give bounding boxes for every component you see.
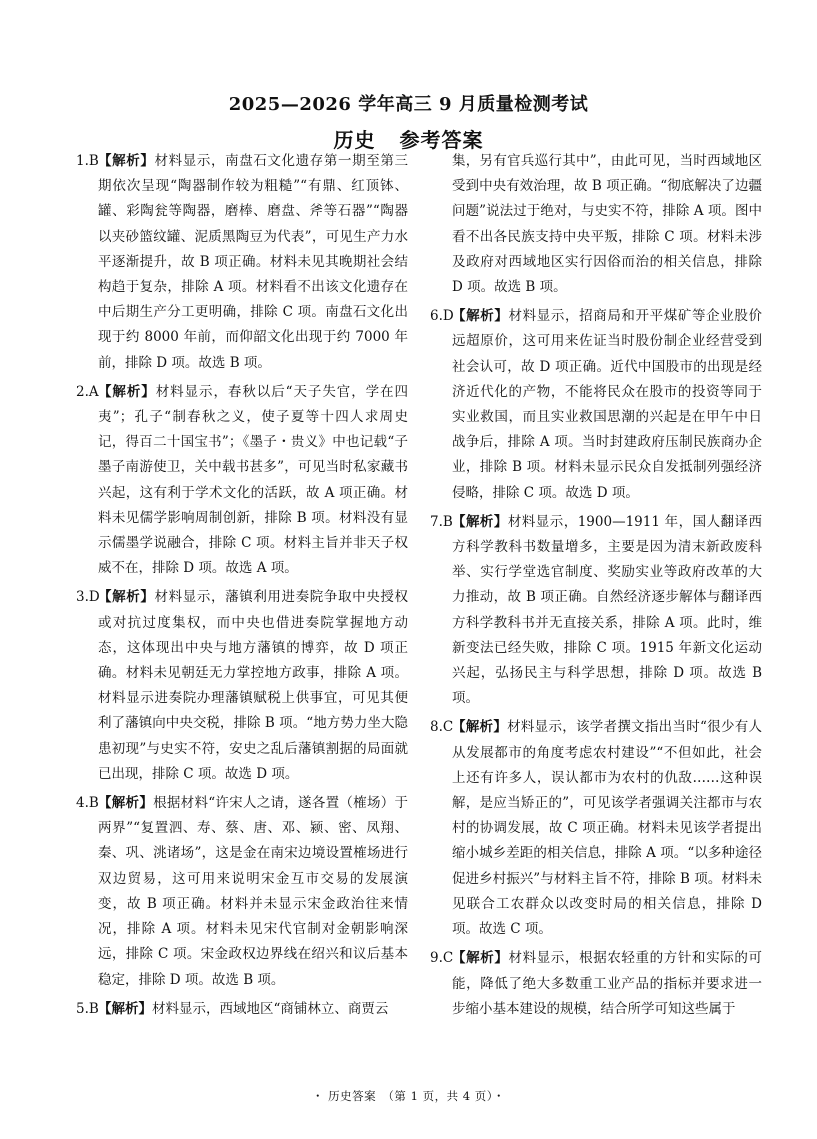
answer-text: 材料显示，1900—1911 年，国人翻译西方科学教科书数量增多，主要是因为清末新政废科举、实行学堂选官制度、奖励实业等政府改革的大力推动，故 B 项正确。自然经济逐步解体与翻译西方科学教科书并无直接关系，排除 A 项。此时，维新变法已经失败，排除 C 项。1915 年新文化运动兴起，弘扬民主与科学思想，排除 D 项。故选 B 项。: [452, 513, 762, 707]
answer-text: 材料显示，根据农轻重的方针和实际的可能，降低了绝大多数重工业产品的指标并要求进一步缩小基本建设的规模，结合所学可知这些属于: [452, 950, 763, 1017]
analysis-tag: 【解析】: [98, 383, 156, 400]
question-number: 7.B: [430, 513, 453, 530]
answer-item-continued: [430, 149, 762, 300]
analysis-tag: 【解析】: [452, 950, 509, 967]
answer-item: [430, 510, 762, 712]
analysis-tag: 【解析】: [98, 589, 155, 606]
analysis-tag: 【解析】: [98, 795, 154, 812]
answer-text: 材料显示，春秋以后“天子失官，学在四夷”；孔子“制春秋之义，使子夏等十四人求周史记，得百二十国宝书”；《墨子・贵义》中也记载“子墨子南游使卫，关中载书甚多”，可见当时私家藏书兴起，这有利于学术文化的活跃，故 A 项正确。材料未见儒学影响周制创新，排除 B 项。材料没有显示儒墨学说融合，排除 C 项。材料主旨并非天子权威不在，排除 D 项。故选 A 项。: [98, 383, 408, 577]
question-number: 4.B: [76, 795, 99, 812]
answer-text: 材料显示，南盘石文化遗存第一期至第三期依次呈现“陶器制作较为粗糙”“有鼎、红顶钵、罐、彩陶瓮等陶器，磨棒、磨盘、斧等石器”“陶器以夹砂篮纹罐、泥质黑陶豆为代表”，可见生产力水平逐渐提升，故 B 项正确。材料未见其晚期社会结构趋于复杂，排除 A 项。材料看不出该文化遗存在中后期生产分工更明确，排除 C 项。南盘石文化出现于约 8000 年前，而仰韶文化出现于约 7000 年前，排除 D 项。故选 B 项。: [98, 153, 409, 371]
answer-item: [76, 791, 408, 993]
doc-type-label: 参考答案: [399, 128, 484, 152]
question-number: 9.C: [430, 950, 454, 967]
analysis-tag: 【解析】: [452, 719, 508, 736]
answer-text: 材料显示，西域地区“商铺林立、商贾云: [152, 1000, 389, 1017]
question-number: 1.B: [76, 153, 99, 169]
analysis-tag: 【解析】: [452, 513, 508, 530]
answer-item: [76, 997, 408, 1022]
page-title: 2025—2026 学年高三 9 月质量检测考试: [228, 94, 589, 115]
question-number: 8.C: [430, 719, 454, 736]
answer-text: 材料显示，藩镇利用进奏院争取中央授权或对抗过度集权，而中央也借进奏院掌握地方动态，这体现出中央与地方藩镇的博弈，故 D 项正确。材料未见朝廷无力掌控地方政事，排除 A 项。材料显示进奏院办理藩镇赋税上供事宜，可见其便利了藩镇向中央交税，排除 B 项。“地方势力坐大隐患初现”与史实不符，安史之乱后藩镇割据的局面就已出现，排除 C 项。故选 D 项。: [98, 589, 409, 782]
question-number: 5.B: [76, 1000, 99, 1017]
question-number: 2.A: [76, 383, 99, 400]
answer-item: [430, 946, 762, 1022]
answer-text: 材料显示，该学者撰文指出当时“很少有人从发展都市的角度考虑农村建设”“不但如此，社会上还有许多人，误认都市为农村的仇敌……这种误解，是应当矫正的”，可见该学者强调关注都市与农村的协调发展，故 C 项正确。材料未见该学者提出缩小城乡差距的相关信息，排除 A 项。“以多种途径促进乡村振兴”与材料主旨不符，排除 B 项。材料未见联合工农群众以改变时局的相关信息，排除 D 项。故选 C 项。: [452, 719, 762, 938]
left-column: [76, 149, 408, 1026]
right-column: [430, 149, 762, 1026]
analysis-tag: 【解析】: [98, 1000, 152, 1017]
answer-text: 根据材料“许宋人之请，遂各置（榷场）于两界”“复置泗、寿、蔡、唐、邓、颍、密、凤翔、秦、巩、洮诸场”，这是金在南宋边境设置榷场进行双边贸易，这可用来说明宋金互市交易的发展演变，故 B 项正确。材料并未显示宋金政治往来情况，排除 A 项。材料未见宋代官制对金朝影响深远，排除 C 项。宋金政权边界线在绍兴和议后基本稳定，排除 D 项。故选 B 项。: [98, 795, 408, 988]
page-footer: ・ 历史答案 （第 1 页，共 4 页）・: [312, 1089, 505, 1103]
question-number: 3.D: [76, 589, 100, 606]
question-number: 6.D: [430, 308, 454, 325]
answer-item: [430, 304, 762, 506]
answer-text: 集，另有官兵巡行其中”，由此可见，当时西域地区受到中央有效治理，故 B 项正确。“彻底解决了边疆问题”说法过于绝对，与史实不符，排除 A 项。图中看不出各民族支持中央平叛，排除 C 项。材料未涉及政府对西域地区实行因俗而治的相关信息，排除 D 项。故选 B 项。: [452, 153, 762, 296]
answer-item: [76, 380, 408, 582]
subject-label: 历史: [333, 128, 376, 152]
answer-item: [76, 585, 408, 787]
answer-item: [76, 149, 408, 376]
analysis-tag: 【解析】: [98, 153, 155, 169]
answer-item: [430, 715, 762, 942]
analysis-tag: 【解析】: [452, 308, 509, 325]
answer-text: 材料显示，招商局和开平煤矿等企业股价远超原价，这可用来佐证当时股份制企业经营受到社会认可，故 D 项正确。近代中国股市的出现是经济近代化的产物，不能将民众在股市的投资等同于实业救国，而且实业救国思潮的兴起是在甲午中日战争后，排除 A 项。当时封建政府压制民族商办企业，排除 B 项。材料未显示民众自发抵制列强经济侵略，排除 C 项。故选 D 项。: [452, 308, 763, 501]
